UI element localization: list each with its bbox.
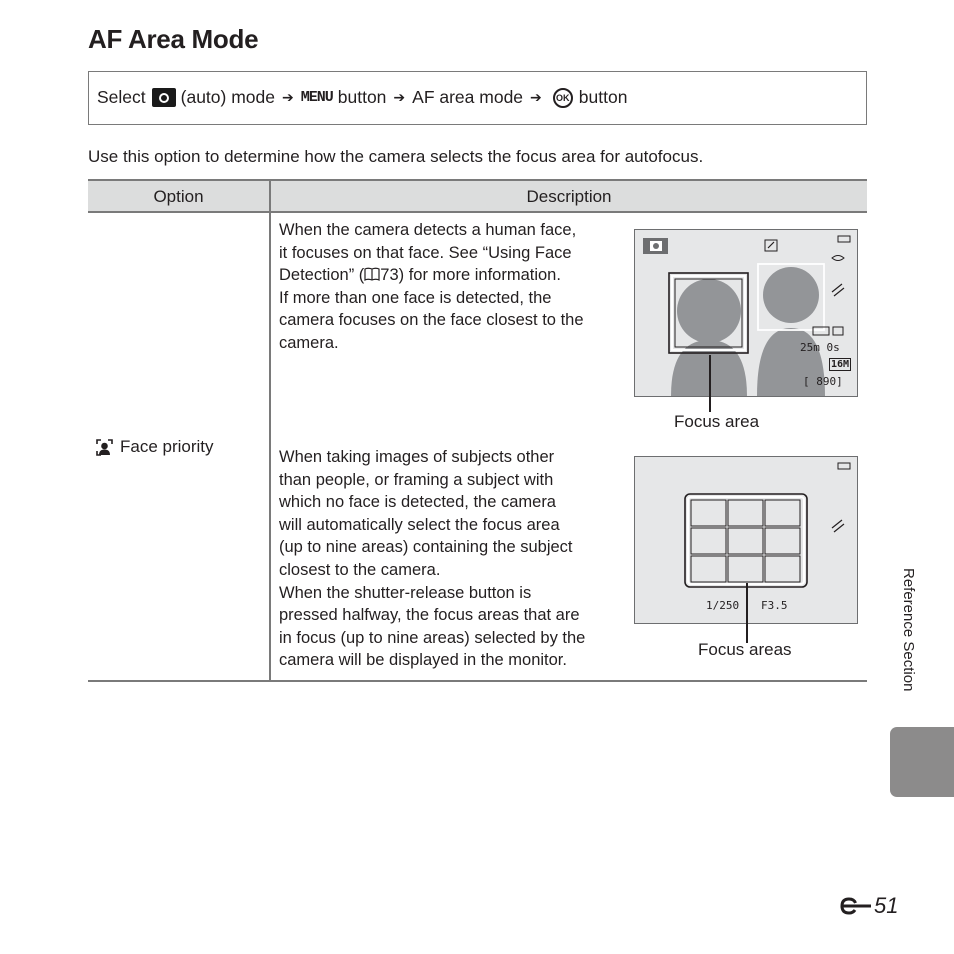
option-face-priority bbox=[96, 437, 214, 457]
e-reference-icon bbox=[840, 896, 872, 916]
menu-path-af-area-mode: AF area mode bbox=[412, 87, 524, 107]
desc-line: will automatically select the focus area bbox=[279, 515, 560, 534]
focus-area-callout-line bbox=[709, 355, 711, 412]
ok-button-icon: OK bbox=[553, 88, 573, 108]
arrow-icon: ➔ bbox=[282, 89, 294, 105]
menu-button-icon: MENU bbox=[300, 89, 333, 106]
shots-remaining: [ 890] bbox=[803, 375, 843, 388]
page-title: AF Area Mode bbox=[88, 24, 259, 54]
option-label: Face priority bbox=[120, 437, 214, 456]
desc-line: it focuses on that face. See “Using Face bbox=[279, 243, 572, 262]
menu-path-select: Select bbox=[97, 87, 146, 107]
page-number bbox=[840, 893, 898, 919]
arrow-icon: ➔ bbox=[530, 89, 542, 105]
desc-line: When the camera detects a human face, bbox=[279, 221, 577, 239]
focus-areas-callout: Focus areas bbox=[698, 640, 792, 659]
intro-text: Use this option to determine how the camera selects the focus area for autofocus. bbox=[88, 147, 704, 166]
focus-area-callout: Focus area bbox=[674, 412, 760, 431]
desc-line: pressed halfway, the focus areas that are bbox=[279, 606, 580, 625]
desc-line: When the shutter-release button is bbox=[279, 583, 532, 602]
page-number-value: 51 bbox=[874, 893, 899, 918]
table-bottom-rule bbox=[88, 680, 867, 682]
book-reference-icon bbox=[364, 265, 380, 279]
column-divider bbox=[269, 213, 271, 681]
menu-path-box bbox=[88, 71, 867, 125]
desc-line: camera will be displayed in the monitor. bbox=[279, 651, 567, 670]
description-face-detected bbox=[279, 219, 609, 355]
focus-areas-callout-line bbox=[746, 583, 748, 643]
desc-line: camera focuses on the face closest to the bbox=[279, 311, 584, 330]
face-priority-icon bbox=[96, 439, 113, 456]
desc-line bbox=[279, 264, 609, 287]
monitor-face-illustration bbox=[635, 230, 857, 396]
desc-line: camera. bbox=[279, 333, 339, 352]
header-description: Description bbox=[526, 187, 612, 206]
remaining-time: 25m 0s bbox=[800, 341, 840, 354]
desc-line: If more than one face is detected, the bbox=[279, 288, 552, 307]
menu-path-auto-mode: (auto) mode bbox=[180, 87, 275, 107]
header-option: Option bbox=[153, 187, 204, 206]
desc-line: than people, or framing a subject with bbox=[279, 470, 554, 489]
desc-line: in focus (up to nine areas) selected by the bbox=[279, 628, 586, 647]
menu-path bbox=[97, 87, 627, 108]
menu-path-button: button bbox=[337, 87, 387, 107]
desc-fragment: 73) for more information. bbox=[380, 266, 561, 285]
side-section-text: Reference Section bbox=[900, 568, 917, 692]
menu-path-button-2: button bbox=[578, 87, 628, 107]
image-size: 16M bbox=[831, 359, 850, 370]
arrow-icon: ➔ bbox=[393, 89, 406, 105]
camera-mode-icon bbox=[152, 88, 176, 107]
desc-fragment: Detection” ( bbox=[279, 266, 365, 285]
description-no-face bbox=[279, 446, 609, 672]
desc-line: (up to nine areas) containing the subject bbox=[279, 538, 573, 557]
section-tab bbox=[890, 727, 954, 797]
monitor-face-priority bbox=[634, 229, 858, 397]
desc-line: which no face is detected, the camera bbox=[279, 493, 556, 512]
aperture: F3.5 bbox=[761, 599, 788, 612]
table-header bbox=[88, 179, 867, 213]
shutter-speed: 1/250 bbox=[706, 599, 740, 612]
desc-line: closest to the camera. bbox=[279, 560, 441, 579]
desc-line: When taking images of subjects other bbox=[279, 448, 555, 466]
side-section-label bbox=[897, 568, 917, 718]
